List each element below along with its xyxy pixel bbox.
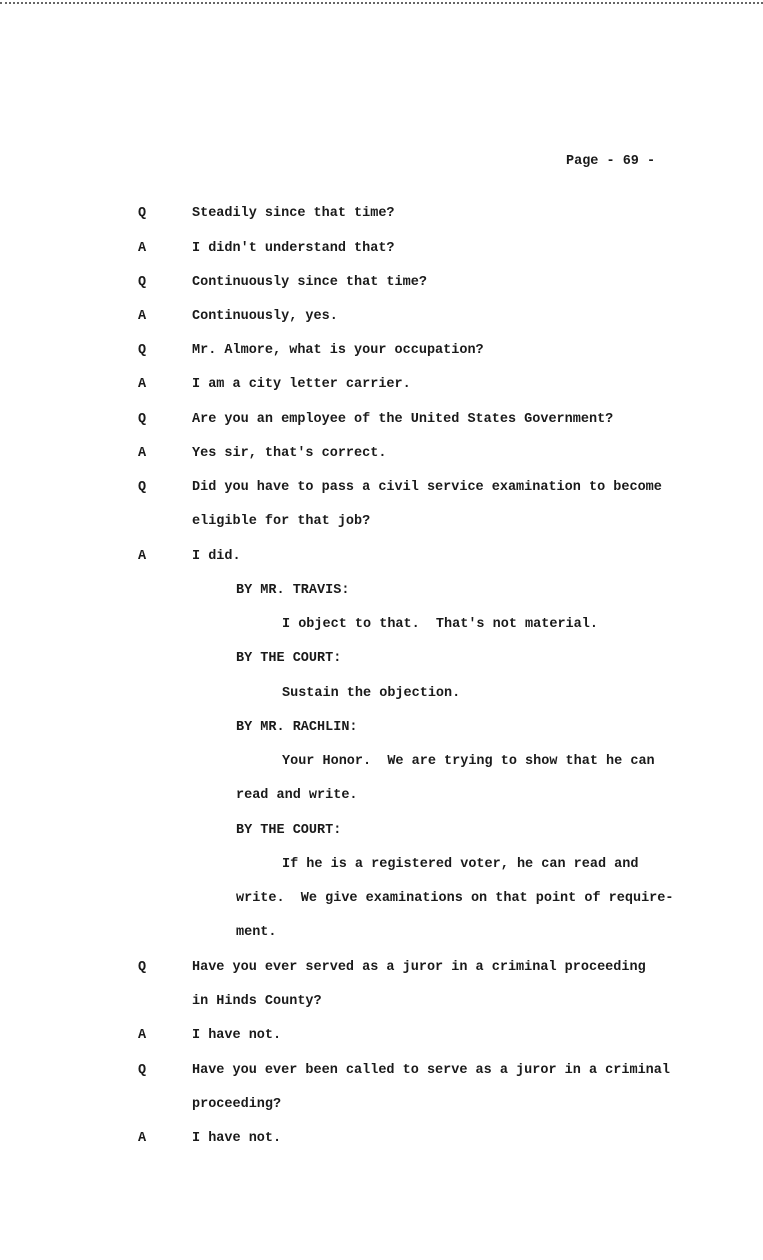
colloquy-line: Sustain the objection.	[282, 686, 461, 701]
speaker-label: A	[138, 377, 147, 392]
speaker-label: Q	[138, 412, 147, 427]
speaker-label: Q	[138, 343, 147, 358]
colloquy-line: write. We give examinations on that point of require-	[236, 891, 674, 906]
colloquy-line: I object to that. That's not material.	[282, 617, 598, 632]
speaker-label: Q	[138, 206, 147, 221]
colloquy-heading: BY THE COURT:	[236, 651, 342, 666]
speaker-label: A	[138, 549, 147, 564]
transcript-line: in Hinds County?	[192, 994, 322, 1009]
transcript-line: I didn't understand that?	[192, 241, 395, 256]
speaker-label: A	[138, 1028, 147, 1043]
transcript-line: Continuously, yes.	[192, 309, 338, 324]
transcript-line: Have you ever been called to serve as a juror in a criminal	[192, 1063, 670, 1078]
transcript-line: eligible for that job?	[192, 514, 371, 529]
colloquy-heading: BY THE COURT:	[236, 823, 342, 838]
transcript-line: Mr. Almore, what is your occupation?	[192, 343, 484, 358]
colloquy-line: ment.	[236, 925, 277, 940]
top-edge-rule	[0, 2, 763, 4]
speaker-label: Q	[138, 1063, 147, 1078]
transcript-line: Steadily since that time?	[192, 206, 395, 221]
transcript-line: I did.	[192, 549, 241, 564]
speaker-label: A	[138, 241, 147, 256]
colloquy-line: Your Honor. We are trying to show that he can	[282, 754, 655, 769]
colloquy-heading: BY MR. RACHLIN:	[236, 720, 358, 735]
transcript-line: proceeding?	[192, 1097, 282, 1112]
speaker-label: A	[138, 309, 147, 324]
colloquy-line: read and write.	[236, 788, 358, 803]
transcript-line: Are you an employee of the United States Government?	[192, 412, 614, 427]
colloquy-line: If he is a registered voter, he can read and	[282, 857, 639, 872]
speaker-label: A	[138, 1131, 147, 1146]
colloquy-heading: BY MR. TRAVIS:	[236, 583, 350, 598]
speaker-label: A	[138, 446, 147, 461]
transcript-line: Did you have to pass a civil service examination to become	[192, 480, 662, 495]
page-number: Page - 69 -	[566, 154, 656, 169]
speaker-label: Q	[138, 275, 147, 290]
transcript-line: Continuously since that time?	[192, 275, 427, 290]
transcript-line: I am a city letter carrier.	[192, 377, 411, 392]
speaker-label: Q	[138, 480, 147, 495]
speaker-label: Q	[138, 960, 147, 975]
transcript-line: I have not.	[192, 1028, 282, 1043]
transcript-line: Have you ever served as a juror in a criminal proceeding	[192, 960, 646, 975]
transcript-line: Yes sir, that's correct.	[192, 446, 387, 461]
transcript-line: I have not.	[192, 1131, 282, 1146]
